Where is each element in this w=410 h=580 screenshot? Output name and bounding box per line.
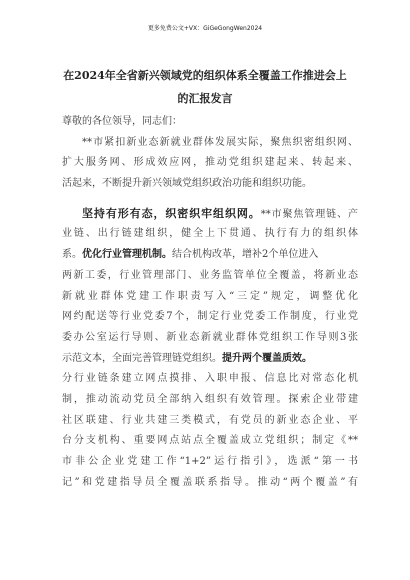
section-1-line-text: 系。 bbox=[62, 249, 82, 261]
title-line-2: 的汇报发言 bbox=[177, 92, 233, 105]
section-1-line: 业链、出行链建组织，健全上下贯通、执行有力的组织体 bbox=[62, 228, 358, 240]
subsection-1-line: 委办公室运行导则、新业态新就业群体党组织工作导则3张 bbox=[62, 331, 358, 343]
subsection-1-line bbox=[62, 349, 358, 370]
section-1-heading: 坚持有形有态，织密织牢组织网。 bbox=[82, 206, 261, 220]
subsection-1-line: 两新工委，行业管理部门、业务监管单位全覆盖，将新业态 bbox=[62, 269, 358, 281]
subsection-2-line: 记”和党建指导员全覆盖联系指导。推动“两个覆盖”有 bbox=[62, 476, 358, 488]
intro-line: 活起来，不断提升新兴领域党组织政治功能和组织功能。 bbox=[62, 178, 312, 190]
subsection-1-heading: 优化行业管理机制。 bbox=[82, 249, 172, 261]
subsection-1-line: 网约配送等行业党委7个，制定行业党委工作制度，行业党 bbox=[62, 311, 358, 323]
document-title bbox=[52, 64, 358, 110]
subsection-2-line: 制，推动流动党员全部纳入组织有效管理。探索企业带建 bbox=[62, 393, 358, 405]
subsection-2-line: 分行业链条建立网点摸排、入职申报、信息比对常态化机 bbox=[62, 373, 358, 385]
subsection-2-line: 市非公企业党建工作“1+2”运行指引》，选派“第一书 bbox=[62, 456, 358, 467]
subsection-2-line: 台分支机构、重要网点站点全覆盖成立党组织；制定《** bbox=[62, 435, 358, 447]
section-1-line bbox=[62, 245, 358, 266]
section-1-line-text: **市聚焦管理链、产 bbox=[260, 208, 358, 220]
header-note: 更多免费公文+VX：GiGeGongWen2024 bbox=[147, 25, 263, 32]
salutation: 尊敬的各位领导，同志们： bbox=[62, 116, 182, 127]
intro-paragraph bbox=[62, 133, 358, 195]
subsection-1-text: 结合机构改革，增补2个单位进入 bbox=[172, 249, 319, 261]
subsection-2-heading: 提升两个覆盖质效。 bbox=[222, 352, 312, 364]
subsection-1-line: 新就业群体党建工作职责写入“三定”规定，调整优化 bbox=[62, 290, 358, 302]
intro-line: 扩大服务网、形成效应网，推动党组织建起来、转起来、 bbox=[62, 157, 358, 169]
subsection-1-text: 示范文本，全面完善管理链党组织。 bbox=[62, 352, 222, 364]
section-1-paragraph bbox=[62, 204, 358, 494]
document-body bbox=[62, 112, 358, 493]
intro-line: **市紧扣新业态新就业群体发展实际，聚焦织密组织网、 bbox=[82, 136, 358, 148]
subsection-2-line: 社区联建、行业共建三类模式，有党员的新业态企业、平 bbox=[62, 414, 358, 426]
title-line-1: 在2024年全省新兴领域党的组织体系全覆盖工作推进会上 bbox=[63, 69, 347, 82]
section-1-line bbox=[62, 204, 358, 225]
